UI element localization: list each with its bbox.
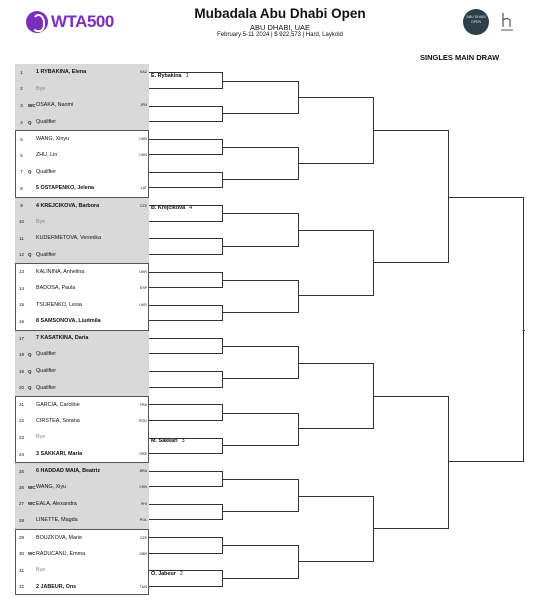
player-name xyxy=(36,69,135,75)
draw-position: 12 xyxy=(18,252,24,258)
player-name xyxy=(36,152,135,158)
player-row xyxy=(15,512,149,529)
round-2-match-line xyxy=(223,346,299,379)
player-name-text: TSURENKO, Lesia xyxy=(36,301,82,308)
player-name xyxy=(36,235,135,241)
seed: 5 xyxy=(36,185,41,192)
nationality: KAZ xyxy=(140,70,147,75)
player-name xyxy=(36,402,135,408)
player-name-text: Qualifier xyxy=(36,251,57,258)
advanced-player-seed: 4 xyxy=(189,205,193,212)
draw-position: 23 xyxy=(18,434,24,440)
draw-position: 16 xyxy=(18,318,24,324)
advanced-player-name: E. Rybakina xyxy=(151,72,182,79)
entry-type: Q xyxy=(28,252,32,258)
draw-position: 31 xyxy=(18,567,24,573)
player-name-text: BADOSA, Paula xyxy=(36,285,76,292)
draw-position: 10 xyxy=(18,219,24,225)
nationality: GRE xyxy=(139,452,147,457)
player-row xyxy=(15,130,149,147)
player-name-text: Bye xyxy=(36,85,46,92)
player-row xyxy=(15,496,149,513)
player-name-text: KUDERMETOVA, Veronika xyxy=(36,235,102,242)
round-3-match-line xyxy=(299,97,374,163)
draw-position: 20 xyxy=(18,385,24,391)
player-name-text: SAMSONOVA, Liudmila xyxy=(40,318,101,325)
player-name-text: OSAKA, Naomi xyxy=(36,102,74,109)
round-2-match-line xyxy=(223,213,299,246)
r1-match-line xyxy=(149,371,223,388)
r1-match-line xyxy=(149,238,223,255)
draw-position: 28 xyxy=(18,517,24,523)
draw-position: 14 xyxy=(18,285,24,291)
player-row xyxy=(15,64,149,81)
draw-position: 32 xyxy=(18,584,24,590)
r1-match-line xyxy=(149,172,223,189)
player-name-text: Bye xyxy=(36,218,46,225)
player-name-text: GARCIA, Caroline xyxy=(36,401,80,408)
player-row xyxy=(15,413,149,430)
player-name xyxy=(36,567,135,573)
draw-position: 17 xyxy=(18,335,24,341)
player-name xyxy=(36,185,135,191)
wta500-logo xyxy=(26,10,114,34)
player-row xyxy=(15,379,149,396)
nationality: PHI xyxy=(141,501,147,506)
r1-match-line xyxy=(149,106,223,123)
nationality: CHN xyxy=(139,153,147,158)
draw-position: 21 xyxy=(18,402,24,408)
nationality: ESP xyxy=(139,286,147,291)
player-name-text: EALA, Alexandra xyxy=(36,500,77,507)
entry-type: WC xyxy=(28,501,36,507)
player-name xyxy=(36,451,135,457)
draw-position: 2 xyxy=(20,86,23,92)
draw-position: 1 xyxy=(20,69,23,75)
draw-position: 4 xyxy=(20,119,23,125)
advanced-player-name: B. Krejcikova xyxy=(151,205,186,212)
entry-type: WC xyxy=(28,102,36,108)
seed: 1 xyxy=(36,69,41,76)
player-name-text: SAKKARI, Maria xyxy=(40,451,83,458)
draw-position: 6 xyxy=(20,152,23,158)
player-row xyxy=(15,330,149,347)
nationality: FRA xyxy=(139,402,147,407)
nationality: ROU xyxy=(139,418,147,423)
player-row xyxy=(15,579,149,596)
draw-position: 15 xyxy=(18,302,24,308)
player-name-text: Bye xyxy=(36,567,46,574)
seed: 4 xyxy=(36,202,41,209)
round-3-match-line xyxy=(299,230,374,296)
player-name-text: Qualifier xyxy=(36,119,57,126)
advanced-player xyxy=(151,205,192,211)
draw-position: 3 xyxy=(20,102,23,108)
round-5-match-line xyxy=(449,197,524,463)
mubadala-logo-icon xyxy=(500,11,514,33)
player-row xyxy=(15,164,149,181)
player-name xyxy=(36,86,135,92)
player-name xyxy=(36,584,135,590)
player-name-text: CIRSTEA, Sorana xyxy=(36,417,80,424)
player-name xyxy=(36,517,135,523)
player-name-text: KREJCIKOVA, Barbora xyxy=(40,202,100,209)
player-name xyxy=(36,203,135,209)
round-2-match-line xyxy=(223,545,299,578)
player-name-text: KASATKINA, Daria xyxy=(40,335,89,342)
player-name xyxy=(36,169,135,175)
r1-match-line xyxy=(149,504,223,521)
tournament-badge-logo xyxy=(463,9,489,35)
entry-type: Q xyxy=(28,385,32,391)
draw-position: 8 xyxy=(20,185,23,191)
player-name xyxy=(36,318,135,324)
entry-type: Q xyxy=(28,169,32,175)
player-row xyxy=(15,363,149,380)
player-name xyxy=(36,385,135,391)
player-name-text: KALININA, Anhelina xyxy=(36,268,85,275)
draw-position: 29 xyxy=(18,535,24,541)
entry-type: WC xyxy=(28,551,36,557)
player-name-text: RYBAKINA, Elena xyxy=(40,69,87,76)
player-name-text: ZHU, Lin xyxy=(36,152,58,159)
advanced-player-seed: 3 xyxy=(181,437,185,444)
r1-match-line xyxy=(149,537,223,554)
player-row xyxy=(15,197,149,214)
nationality: LAT xyxy=(140,186,147,191)
player-name-text: Bye xyxy=(36,434,46,441)
r1-match-line xyxy=(149,139,223,156)
player-row xyxy=(15,114,149,131)
player-name-text: OSTAPENKO, Jelena xyxy=(40,185,95,192)
player-name xyxy=(36,119,135,125)
r1-match-line xyxy=(149,272,223,289)
seed: 3 xyxy=(36,451,41,458)
round-2-match-line xyxy=(223,479,299,512)
round-2-match-line xyxy=(223,413,299,446)
player-name xyxy=(36,219,135,225)
player-row xyxy=(15,147,149,164)
wta-logo-icon xyxy=(26,11,48,33)
seed: 8 xyxy=(36,318,41,325)
draw-position: 27 xyxy=(18,501,24,507)
player-name xyxy=(36,484,135,490)
draw-position: 25 xyxy=(18,468,24,474)
player-row xyxy=(15,562,149,579)
player-name-text: LINETTE, Magda xyxy=(36,517,78,524)
player-row xyxy=(15,263,149,280)
advanced-player-name: M. Sakkari xyxy=(151,437,178,444)
entry-type: Q xyxy=(28,351,32,357)
seed: 7 xyxy=(36,335,41,342)
player-name-text: RADUCANU, Emma xyxy=(36,550,86,557)
player-name-text: JABEUR, Ons xyxy=(40,583,77,590)
nationality: CZE xyxy=(139,535,147,540)
round-4-match-line xyxy=(374,130,449,263)
player-name xyxy=(36,102,135,108)
draw-position: 30 xyxy=(18,551,24,557)
logo-text: WTA500 xyxy=(51,12,114,31)
player-row xyxy=(15,97,149,114)
player-row xyxy=(15,313,149,330)
r1-match-line xyxy=(149,305,223,322)
player-name xyxy=(36,351,135,357)
player-row xyxy=(15,280,149,297)
draw-position: 26 xyxy=(18,484,24,490)
nationality: UKR xyxy=(139,302,147,307)
player-name xyxy=(36,418,135,424)
nationality: UKR xyxy=(139,269,147,274)
player-row xyxy=(15,213,149,230)
draw-position: 22 xyxy=(18,418,24,424)
player-row xyxy=(15,230,149,247)
round-3-match-line xyxy=(299,363,374,429)
advanced-player xyxy=(151,571,183,577)
entry-type: Q xyxy=(28,119,32,125)
player-row xyxy=(15,429,149,446)
nationality: CHN xyxy=(139,137,147,142)
round-2-match-line xyxy=(223,280,299,313)
player-name-text: Qualifier xyxy=(36,384,57,391)
draw-position: 9 xyxy=(20,203,23,209)
r1-match-line xyxy=(149,338,223,355)
round-4-match-line xyxy=(374,396,449,529)
player-name-text: Qualifier xyxy=(36,368,57,375)
player-name xyxy=(36,501,135,507)
player-row xyxy=(15,180,149,197)
advanced-player xyxy=(151,73,189,79)
player-row xyxy=(15,529,149,546)
draw-position: 24 xyxy=(18,451,24,457)
nationality: GBR xyxy=(139,551,147,556)
tournament-info: February 5-11 2024 | $ 922,573 | Hard, Laykold xyxy=(217,32,343,38)
r1-match-line xyxy=(149,471,223,488)
player-row xyxy=(15,247,149,264)
player-row xyxy=(15,81,149,98)
nationality: CHN xyxy=(139,485,147,490)
player-name xyxy=(36,535,135,541)
player-row xyxy=(15,545,149,562)
champion-line xyxy=(524,330,525,331)
player-name xyxy=(36,434,135,440)
player-name-text: WANG, Xinyu xyxy=(36,136,70,143)
player-row xyxy=(15,396,149,413)
round-3-match-line xyxy=(299,496,374,562)
nationality: BRA xyxy=(139,469,147,474)
nationality: POL xyxy=(139,518,147,523)
nationality: CZE xyxy=(139,203,147,208)
draw-position: 19 xyxy=(18,368,24,374)
round-2-match-line xyxy=(223,81,299,114)
player-row xyxy=(15,462,149,479)
player-row xyxy=(15,446,149,463)
draw-position: 11 xyxy=(19,235,24,241)
draw-position: 5 xyxy=(20,136,23,142)
advanced-player-name: O. Jabeur xyxy=(151,570,176,577)
nationality: TUN xyxy=(139,584,147,589)
player-row xyxy=(15,479,149,496)
player-name xyxy=(36,252,135,258)
player-name xyxy=(36,302,135,308)
entry-type: WC xyxy=(28,484,36,490)
player-name xyxy=(36,285,135,291)
player-name xyxy=(36,551,135,557)
player-name-text: BOUZKOVA, Marie xyxy=(36,534,83,541)
player-name xyxy=(36,335,135,341)
draw-position: 7 xyxy=(20,169,23,175)
player-name xyxy=(36,368,135,374)
round-2-match-line xyxy=(223,147,299,180)
player-row xyxy=(15,346,149,363)
player-name-text: Qualifier xyxy=(36,168,57,175)
draw-position: 13 xyxy=(18,269,24,275)
seed: 2 xyxy=(36,583,41,590)
player-name xyxy=(36,269,135,275)
player-name xyxy=(36,468,135,474)
advanced-player-seed: 2 xyxy=(179,570,183,577)
seed: 6 xyxy=(36,468,41,475)
r1-match-line xyxy=(149,404,223,421)
advanced-player-seed: 1 xyxy=(185,72,189,79)
draw-position: 18 xyxy=(18,351,24,357)
player-name xyxy=(36,136,135,142)
advanced-player xyxy=(151,438,185,444)
entry-type: Q xyxy=(28,368,32,374)
player-row xyxy=(15,296,149,313)
tournament-location: ABU DHABI, UAE xyxy=(249,23,310,32)
draw-title: SINGLES MAIN DRAW xyxy=(420,53,500,62)
player-name-text: HADDAD MAIA, Beatriz xyxy=(40,468,101,475)
tournament-title: Mubadala Abu Dhabi Open xyxy=(194,6,366,21)
badge-text: ABU DHABI OPEN xyxy=(466,15,486,24)
player-name-text: Qualifier xyxy=(36,351,57,358)
nationality: JPN xyxy=(140,103,147,108)
player-name-text: WANG, Xiyu xyxy=(36,484,67,491)
